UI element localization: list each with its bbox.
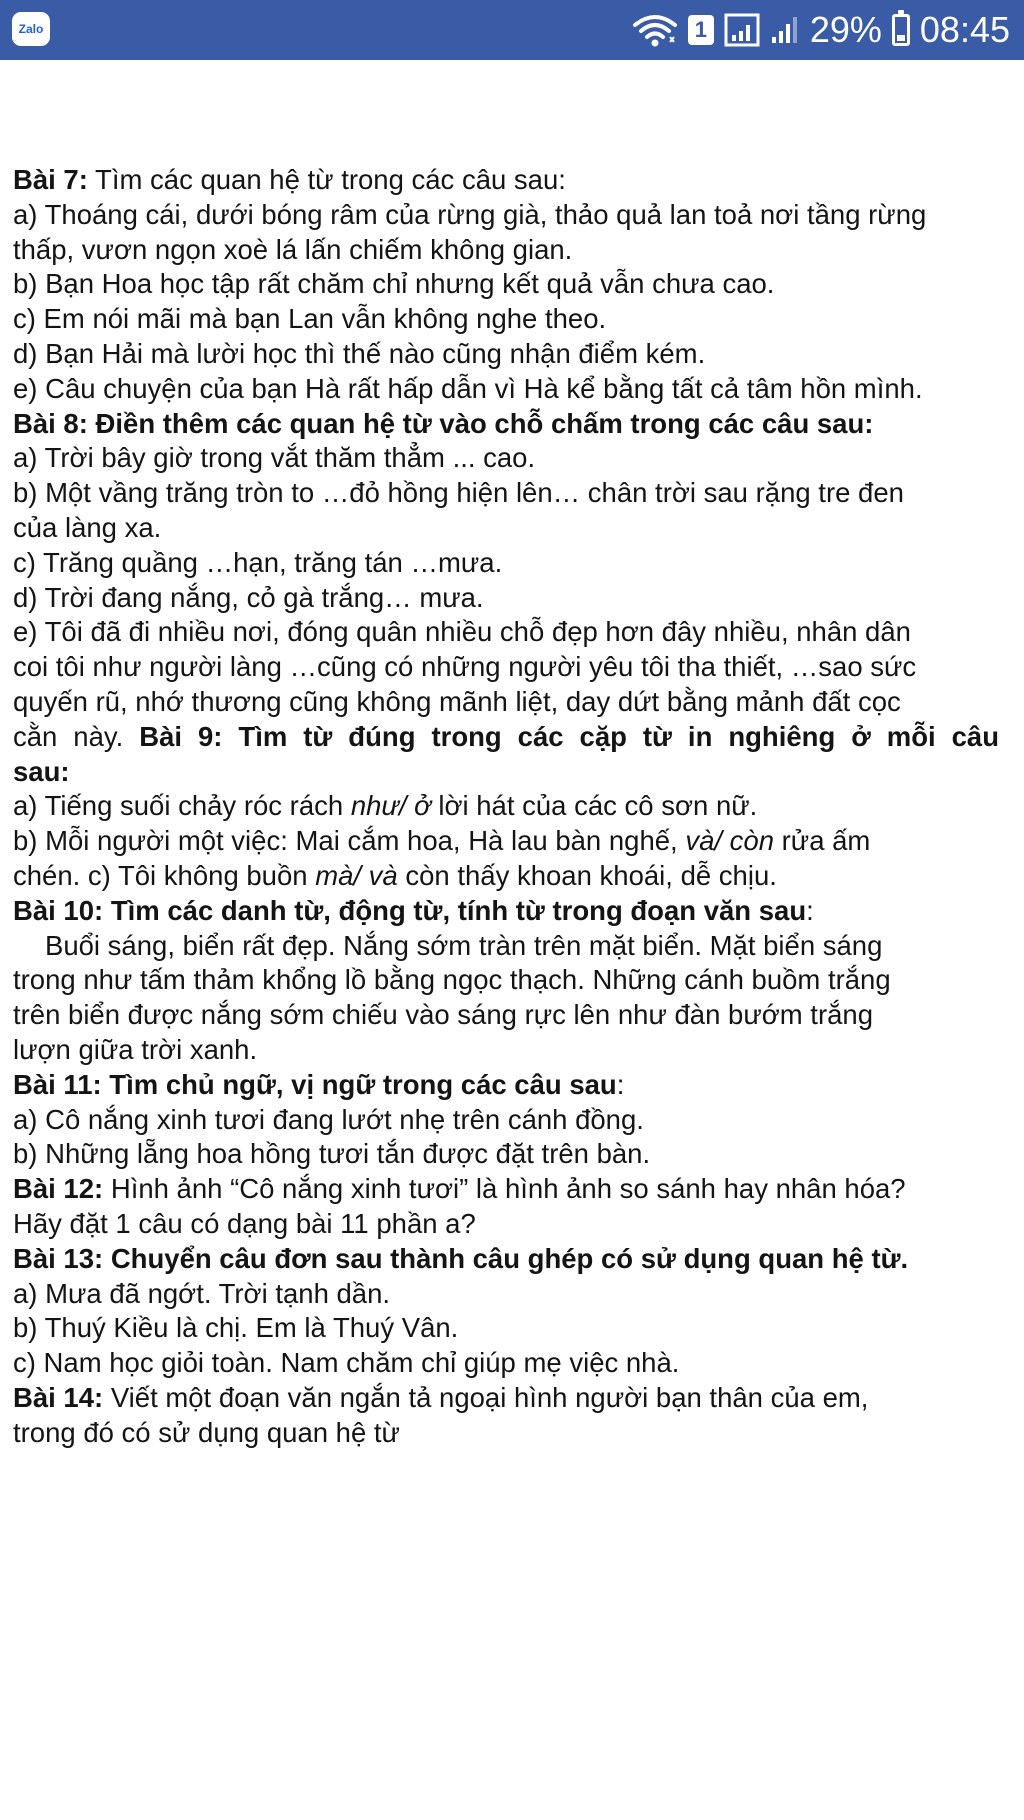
text-line: b) Bạn Hoa học tập rất chăm chỉ nhưng kết quả vẫn chưa cao. bbox=[13, 268, 775, 300]
battery-icon bbox=[892, 14, 910, 46]
bai-12-title: Bài 12: bbox=[13, 1173, 104, 1205]
colon: : bbox=[806, 894, 814, 926]
text-line bbox=[13, 859, 999, 894]
text-line: c) Em nói mãi mà bạn Lan vẫn không nghe theo. bbox=[13, 303, 607, 335]
bai-12-heading bbox=[13, 1172, 999, 1207]
bai-14-heading bbox=[13, 1381, 999, 1416]
bai-10-title: Bài 10: Tìm các danh từ, động từ, tính từ trong đoạn văn sau bbox=[13, 894, 807, 926]
bai-9-heading-cont: sau: bbox=[13, 755, 70, 787]
colon: : bbox=[616, 1068, 625, 1100]
text-line bbox=[13, 824, 999, 859]
text-line: Buổi sáng, biển rất đẹp. Nắng sớm tràn trên mặt biển. Mặt biển sáng bbox=[45, 929, 883, 961]
bai-13-heading: Bài 13: Chuyển câu đơn sau thành câu ghép có sử dụng quan hệ từ. bbox=[13, 1242, 909, 1274]
text-span: b) Mỗi người một việc: Mai cắm hoa, Hà lau bàn nghế, bbox=[13, 825, 686, 857]
text-span: chén. c) Tôi không buồn bbox=[13, 859, 316, 891]
italic-word-pair: và/ còn bbox=[685, 825, 774, 857]
bai-14-text: Viết một đoạn văn ngắn tả ngoại hình người bạn thân của em, bbox=[103, 1381, 869, 1413]
text-line: trong như tấm thảm khổng lồ bằng ngọc thạch. Những cánh buồm trắng bbox=[13, 964, 891, 996]
bai-14-title: Bài 14: bbox=[13, 1381, 104, 1413]
text-line: e) Tôi đã đi nhiều nơi, đóng quân nhiều chỗ đẹp hơn đây nhiều, nhân dân bbox=[13, 616, 911, 648]
bai-7-title: Bài 7: bbox=[13, 164, 88, 195]
text-span: còn thấy khoan khoái, dễ chịu. bbox=[397, 859, 777, 891]
bai-12-text: Hình ảnh “Cô nắng xinh tươi” là hình ảnh so sánh hay nhân hóa? bbox=[103, 1173, 906, 1205]
text-span: rửa ấm bbox=[774, 825, 871, 857]
text-line: a) Thoáng cái, dưới bóng râm của rừng già, thảo quả lan toả nơi tầng rừng bbox=[13, 198, 927, 230]
text-line: a) Mưa đã ngớt. Trời tạnh dần. bbox=[13, 1277, 391, 1309]
battery-fill bbox=[897, 35, 905, 41]
zalo-app-icon bbox=[12, 12, 50, 46]
text-span: lời hát của các cô sơn nữ. bbox=[430, 790, 758, 822]
text-line: trên biển được nắng sớm chiếu vào sáng rực lên như đàn bướm trắng bbox=[13, 999, 873, 1031]
text-line: d) Trời đang nắng, cỏ gà trắng… mưa. bbox=[13, 581, 484, 613]
bai-8-tail: cằn này. bbox=[13, 720, 140, 752]
sim-1-badge bbox=[688, 15, 714, 45]
signal-strength-icon bbox=[770, 15, 800, 45]
bai-7-heading bbox=[13, 163, 999, 198]
bai-8-heading: Bài 8: Điền thêm các quan hệ từ vào chỗ chấm trong các câu sau: bbox=[13, 407, 874, 439]
text-line: thấp, vươn ngọn xoè lá lấn chiếm không gian. bbox=[13, 233, 573, 265]
text-line: coi tôi như người làng …cũng có những người yêu tôi tha thiết, …sao sức bbox=[13, 651, 917, 683]
text-line: b) Những lẵng hoa hồng tươi tắn được đặt trên bàn. bbox=[13, 1138, 651, 1170]
text-line: Hãy đặt 1 câu có dạng bài 11 phần a? bbox=[13, 1207, 476, 1239]
bai-9-heading: Bài 9: Tìm từ đúng trong các cặp từ in nghiêng ở mỗi câu bbox=[139, 720, 999, 752]
battery-percent: 29% bbox=[809, 9, 882, 50]
italic-word-pair: mà/ và bbox=[315, 859, 398, 891]
text-line: lượn giữa trời xanh. bbox=[13, 1033, 258, 1065]
italic-word-pair: như/ ở bbox=[350, 790, 431, 822]
zalo-logo-text: Zalo bbox=[18, 22, 44, 36]
text-line: c) Trăng quầng …hạn, trăng tán …mưa. bbox=[13, 546, 503, 578]
text-line: của làng xa. bbox=[13, 511, 162, 543]
text-line: a) Cô nắng xinh tươi đang lướt nhẹ trên cánh đồng. bbox=[13, 1103, 644, 1135]
text-line bbox=[13, 789, 999, 824]
bai-11-heading bbox=[13, 1068, 999, 1103]
status-bar bbox=[0, 0, 1024, 60]
text-line: quyến rũ, nhớ thương cũng không mãnh liệt, day dứt bằng mảnh đất cọc bbox=[13, 685, 901, 717]
sim-badge-label: 1 bbox=[694, 17, 707, 42]
text-line: e) Câu chuyện của bạn Hà rất hấp dẫn vì Hà kể bằng tất cả tâm hồn mình. bbox=[13, 372, 923, 404]
text-line: b) Một vầng trăng tròn to …đỏ hồng hiện lên… chân trời sau rặng tre đen bbox=[13, 477, 904, 509]
text-line: c) Nam học giỏi toàn. Nam chăm chỉ giúp mẹ việc nhà. bbox=[13, 1347, 680, 1379]
text-line: trong đó có sử dụng quan hệ từ bbox=[13, 1416, 400, 1448]
text-line: a) Trời bây giờ trong vắt thăm thẳm ... cao. bbox=[13, 442, 536, 474]
status-icons bbox=[632, 0, 1010, 60]
text-line: d) Bạn Hải mà lười học thì thế nào cũng nhận điểm kém. bbox=[13, 337, 706, 369]
text-line bbox=[13, 720, 999, 755]
text-span: a) Tiếng suối chảy róc rách bbox=[13, 790, 351, 822]
signal-box-icon bbox=[724, 13, 760, 47]
wifi-icon bbox=[632, 13, 678, 47]
document-content bbox=[13, 163, 999, 1450]
bai-10-heading bbox=[13, 894, 999, 929]
bai-11-title: Bài 11: Tìm chủ ngữ, vị ngữ trong các câu sau bbox=[13, 1068, 617, 1100]
clock: 08:45 bbox=[919, 9, 1010, 50]
bai-7-text: Tìm các quan hệ từ trong các câu sau: bbox=[87, 164, 566, 195]
text-line: b) Thuý Kiều là chị. Em là Thuý Vân. bbox=[13, 1312, 459, 1344]
